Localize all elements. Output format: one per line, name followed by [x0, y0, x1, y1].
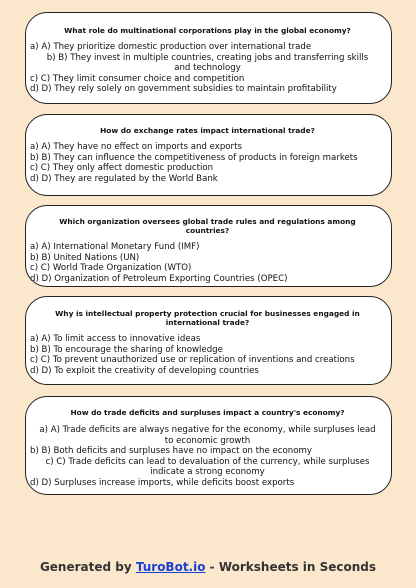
question-text: How do exchange rates impact international trade? [100, 126, 315, 135]
question-text: What role do multinational corporations play in the global economy? [64, 26, 351, 35]
question-card-2 [25, 114, 392, 196]
option-b: b) B) Both deficits and surpluses have no impact on the economy [30, 446, 312, 456]
option-d: d) D) They rely solely on government subsidies to maintain profitability [30, 84, 337, 94]
option-a: a) A) They have no effect on imports and exports [30, 142, 242, 152]
question-card-3 [25, 205, 392, 287]
option-d: d) D) To exploit the creativity of developing countries [30, 365, 259, 376]
option-a: a) A) To limit access to innovative ideas [30, 334, 201, 344]
question-text: How do trade deficits and surpluses impact a country's economy? [70, 408, 345, 417]
question-text: Which organization oversees global trade rules and regulations among countries? [59, 217, 356, 235]
footer-suffix: - Worksheets in Seconds [205, 560, 377, 574]
option-c: c) C) World Trade Organization (WTO) [30, 263, 192, 273]
option-b: b) B) They can influence the competitiveness of products in foreign markets [30, 152, 358, 163]
option-b: b) B) They invest in multiple countries, creating jobs and transferring skills and technology [46, 52, 369, 73]
question-text: Why is intellectual property protection crucial for businesses engaged in international trade? [55, 309, 360, 327]
option-a: a) A) Trade deficits are always negative for the economy, while surpluses lead to economic growth [39, 425, 376, 446]
footer [0, 560, 416, 574]
question-card-5 [25, 396, 392, 495]
option-c: c) C) They only affect domestic production [30, 163, 214, 173]
option-b: b) B) United Nations (UN) [30, 252, 140, 263]
option-d: d) D) Organization of Petroleum Exporting Countries (OPEC) [30, 273, 288, 284]
option-c: c) C) Trade deficits can lead to devaluation of the currency, while surpluses indicate a strong economy [45, 456, 370, 477]
turobot-link[interactable]: TuroBot.io [135, 560, 206, 574]
question-card-1 [25, 12, 392, 104]
option-a: a) A) International Monetary Fund (IMF) [30, 242, 200, 252]
option-a: a) A) They prioritize domestic production over international trade [30, 42, 312, 52]
footer-prefix: Generated by [39, 560, 136, 574]
option-d: d) D) They are regulated by the World Bank [30, 173, 218, 184]
question-card-4 [25, 296, 392, 385]
option-c: c) C) They limit consumer choice and competition [30, 73, 245, 84]
option-c: c) C) To prevent unauthorized use or replication of inventions and creations [30, 355, 355, 365]
option-b: b) B) To encourage the sharing of knowledge [30, 344, 223, 355]
option-d: d) D) Surpluses increase imports, while deficits boost exports [30, 477, 295, 488]
